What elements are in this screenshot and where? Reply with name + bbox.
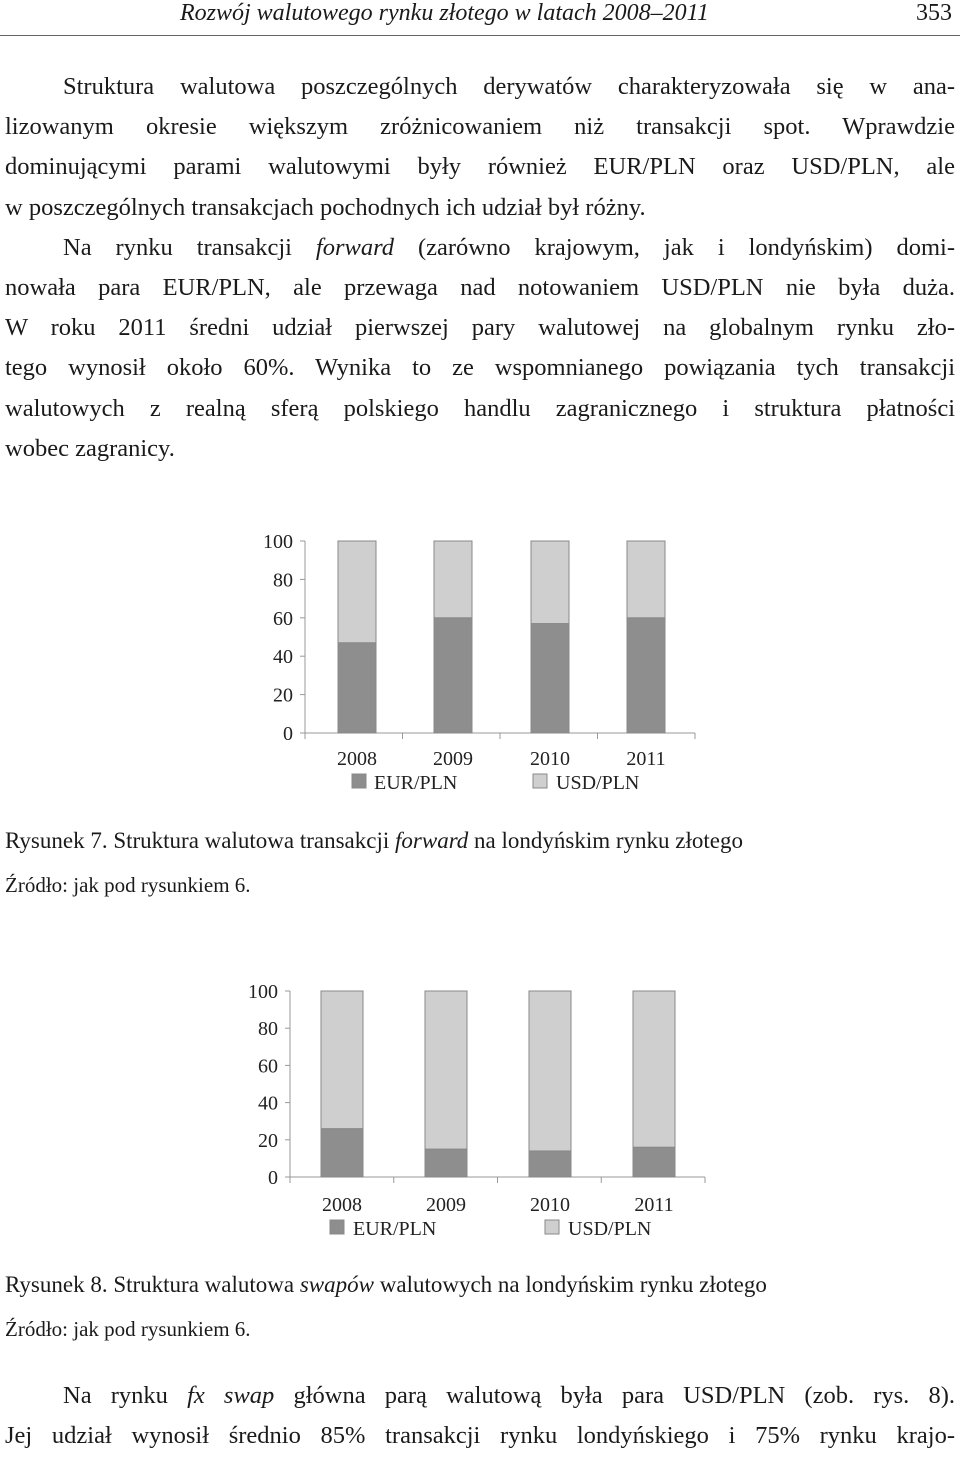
legend-swatch [533,774,547,788]
text-run: główna parą walutową była para USD/PLN (zob. rys. 8). [274,1382,956,1409]
figure-8-source: Źródło: jak pod rysunkiem 6. [5,1317,251,1341]
x-tick-label: 2009 [433,748,473,770]
y-tick-label: 60 [273,607,293,630]
bar-usd-pln [425,991,467,1149]
text-line [5,353,955,383]
legend-label: EUR/PLN [353,1218,437,1240]
x-tick-label: 2009 [426,1194,466,1216]
y-tick-label: 20 [273,684,293,707]
text-run: wobec zagranicy. [5,434,175,462]
x-tick-label: 2011 [626,748,666,770]
bar-eur-pln [338,643,376,733]
text-line [5,193,955,223]
chart-figure-7 [0,520,960,810]
text-line [5,434,955,464]
text-line [63,72,955,102]
bar-eur-pln [529,1151,571,1177]
text-run: walutowych z realną sferą polskiego handlu zagranicznego i struktura płatności [5,394,955,422]
italic-term: fx swap [187,1382,275,1409]
running-header [180,0,952,30]
bar-usd-pln [434,541,472,618]
y-tick-label: 80 [258,1018,278,1041]
bar-eur-pln [633,1147,675,1177]
y-tick-label: 20 [258,1129,278,1152]
legend-label: USD/PLN [568,1218,652,1240]
italic-term: forward [315,233,394,261]
text-run: W roku 2011 średni udział pierwszej pary walutowej na globalnym rynku zło- [5,314,955,342]
bar-usd-pln [338,541,376,643]
chart-figure-8 [0,970,960,1255]
bar-usd-pln [627,541,665,618]
text-line [5,1421,955,1451]
text-line [63,233,955,263]
italic-term: forward [395,828,469,853]
bar-usd-pln [529,991,571,1151]
bar-eur-pln [434,618,472,733]
text-run: (zarówno krajowym, jak i londyńskim) domi- [393,233,955,261]
text-run: Na rynku transakcji [63,233,316,261]
figure-7-caption [5,828,743,854]
text-run: Struktura walutowa poszczególnych derywatów charakteryzowała się w ana- [63,73,955,100]
bar-eur-pln [321,1129,363,1177]
legend-swatch [545,1220,559,1234]
text-run: na londyńskim rynku złotego [468,828,743,853]
figure-8-caption [5,1272,767,1298]
x-tick-label: 2010 [530,748,570,770]
y-tick-label: 40 [258,1092,278,1115]
page-number: 353 [916,0,952,26]
bar-eur-pln [627,618,665,733]
text-line [63,1381,955,1411]
text-line [5,313,955,343]
y-tick-label: 40 [273,646,293,669]
text-run: lizowanym okresie większym zróżnicowaniem niż transakcji spot. Wprawdzie [5,113,955,141]
legend-label: USD/PLN [556,772,640,794]
text-run: nowała para EUR/PLN, ale przewaga nad notowaniem USD/PLN nie była duża. [5,274,955,301]
figure-7-source: Źródło: jak pod rysunkiem 6. [5,873,251,897]
text-run: Na rynku [63,1382,188,1409]
x-tick-label: 2011 [634,1194,674,1216]
text-run: Rysunek 7. Struktura walutowa transakcji [5,828,396,853]
y-tick-label: 0 [268,1167,278,1189]
text-run: tego wynosił około 60%. Wynika to ze wspomnianego powiązania tych transakcji [5,354,955,382]
y-tick-label: 80 [273,569,293,592]
text-run: walutowych na londyńskim rynku złotego [374,1272,767,1297]
text-line [5,152,955,182]
bar-usd-pln [633,991,675,1147]
bar-usd-pln [321,991,363,1129]
y-tick-label: 60 [258,1055,278,1078]
x-tick-label: 2008 [322,1194,362,1216]
text-line [5,112,955,142]
text-line [5,394,955,424]
legend-swatch [352,774,366,788]
header-rule [0,35,960,36]
text-run: w poszczególnych transakcjach pochodnych ich udział był różny. [5,193,646,221]
legend-swatch [330,1220,344,1234]
text-run: Jej udział wynosił średnio 85% transakcji rynku londyńskiego i 75% rynku krajo- [5,1422,955,1450]
bar-usd-pln [531,541,569,624]
x-tick-label: 2008 [337,748,377,770]
italic-term: swapów [299,1272,374,1297]
y-tick-label: 100 [248,981,278,1003]
bar-eur-pln [425,1149,467,1177]
y-tick-label: 0 [283,723,293,745]
text-run: dominującymi parami walutowymi były również EUR/PLN oraz USD/PLN, ale [5,153,955,181]
x-tick-label: 2010 [530,1194,570,1216]
text-run: Rysunek 8. Struktura walutowa [5,1272,300,1297]
legend-label: EUR/PLN [374,772,458,794]
text-line [5,273,955,303]
bar-eur-pln [531,624,569,733]
y-tick-label: 100 [263,531,293,553]
header-title: Rozwój walutowego rynku złotego w latach 2008–2011 [180,0,709,26]
